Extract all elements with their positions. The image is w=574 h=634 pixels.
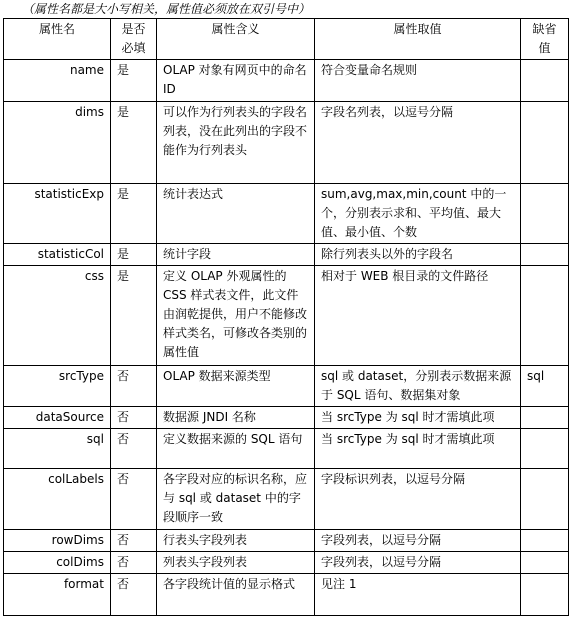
- value-cell: 见注 1: [315, 574, 521, 616]
- required-cell: 否: [111, 530, 157, 552]
- meaning-cell: 数据源 JNDI 名称: [157, 407, 315, 429]
- attr-name-cell: name: [4, 60, 111, 102]
- required-cell: 否: [111, 574, 157, 616]
- default-cell: [521, 530, 569, 552]
- table-row: [4, 574, 569, 616]
- table-row: [4, 244, 569, 266]
- header-default: 缺省值: [521, 19, 569, 60]
- attribute-table: [3, 18, 569, 616]
- meaning-cell: 可以作为行列表头的字段名列表，没在此列出的字段不能作为行列表头: [157, 102, 315, 184]
- table-row: [4, 407, 569, 429]
- value-cell: 字段列表，以逗号分隔: [315, 530, 521, 552]
- table-row: [4, 552, 569, 574]
- required-cell: 是: [111, 102, 157, 184]
- default-cell: [521, 266, 569, 366]
- default-cell: [521, 552, 569, 574]
- default-cell: [521, 469, 569, 530]
- header-required: 是否必填: [111, 19, 157, 60]
- required-cell: 否: [111, 407, 157, 429]
- default-cell: sql: [521, 366, 569, 407]
- table-row: [4, 266, 569, 366]
- meaning-cell: 列表头字段列表: [157, 552, 315, 574]
- default-cell: [521, 429, 569, 469]
- value-cell: 字段标识列表，以逗号分隔: [315, 469, 521, 530]
- default-cell: [521, 244, 569, 266]
- required-cell: 是: [111, 184, 157, 244]
- required-cell: 是: [111, 244, 157, 266]
- default-cell: [521, 60, 569, 102]
- required-cell: 否: [111, 552, 157, 574]
- attr-name-cell: sql: [4, 429, 111, 469]
- value-cell: 除行列表头以外的字段名: [315, 244, 521, 266]
- meaning-cell: 各字段统计值的显示格式: [157, 574, 315, 616]
- table-row: [4, 102, 569, 184]
- required-cell: 否: [111, 469, 157, 530]
- default-cell: [521, 102, 569, 184]
- required-cell: 否: [111, 366, 157, 407]
- value-cell: sql 或 dataset，分别表示数据来源于 SQL 语句、数据集对象: [315, 366, 521, 407]
- meaning-cell: OLAP 数据来源类型: [157, 366, 315, 407]
- table-row: [4, 530, 569, 552]
- header-attr-name: 属性名: [4, 19, 111, 60]
- table-row: [4, 429, 569, 469]
- attr-name-cell: srcType: [4, 366, 111, 407]
- meaning-cell: 定义数据来源的 SQL 语句: [157, 429, 315, 469]
- attr-name-cell: colDims: [4, 552, 111, 574]
- meaning-cell: 行表头字段列表: [157, 530, 315, 552]
- value-cell: 当 srcType 为 sql 时才需填此项: [315, 429, 521, 469]
- attr-name-cell: colLabels: [4, 469, 111, 530]
- default-cell: [521, 184, 569, 244]
- attr-name-cell: statisticCol: [4, 244, 111, 266]
- attr-name-cell: format: [4, 574, 111, 616]
- required-cell: 否: [111, 429, 157, 469]
- attr-name-cell: dims: [4, 102, 111, 184]
- table-header-row: [4, 19, 569, 60]
- required-cell: 是: [111, 266, 157, 366]
- table-row: [4, 469, 569, 530]
- meaning-cell: 各字段对应的标识名称，应与 sql 或 dataset 中的字段顺序一致: [157, 469, 315, 530]
- attr-name-cell: css: [4, 266, 111, 366]
- table-row: [4, 366, 569, 407]
- meaning-cell: 定义 OLAP 外观属性的 CSS 样式表文件，此文件由润乾提供，用户不能修改样式类名，可修改各类别的属性值: [157, 266, 315, 366]
- value-cell: 字段列表，以逗号分隔: [315, 552, 521, 574]
- required-cell: 是: [111, 60, 157, 102]
- value-cell: 当 srcType 为 sql 时才需填此项: [315, 407, 521, 429]
- meaning-cell: 统计字段: [157, 244, 315, 266]
- value-cell: 相对于 WEB 根目录的文件路径: [315, 266, 521, 366]
- value-cell: sum,avg,max,min,count 中的一个，分别表示求和、平均值、最大值、最小值、个数: [315, 184, 521, 244]
- table-note: （属性名都是大小写相关，属性值必须放在双引号中）: [22, 2, 311, 16]
- attr-name-cell: dataSource: [4, 407, 111, 429]
- value-cell: 符合变量命名规则: [315, 60, 521, 102]
- attr-name-cell: rowDims: [4, 530, 111, 552]
- default-cell: [521, 574, 569, 616]
- meaning-cell: OLAP 对象有网页中的命名 ID: [157, 60, 315, 102]
- meaning-cell: 统计表达式: [157, 184, 315, 244]
- default-cell: [521, 407, 569, 429]
- value-cell: 字段名列表，以逗号分隔: [315, 102, 521, 184]
- table-row: [4, 60, 569, 102]
- table-row: [4, 184, 569, 244]
- header-meaning: 属性含义: [157, 19, 315, 60]
- attr-name-cell: statisticExp: [4, 184, 111, 244]
- header-value: 属性取值: [315, 19, 521, 60]
